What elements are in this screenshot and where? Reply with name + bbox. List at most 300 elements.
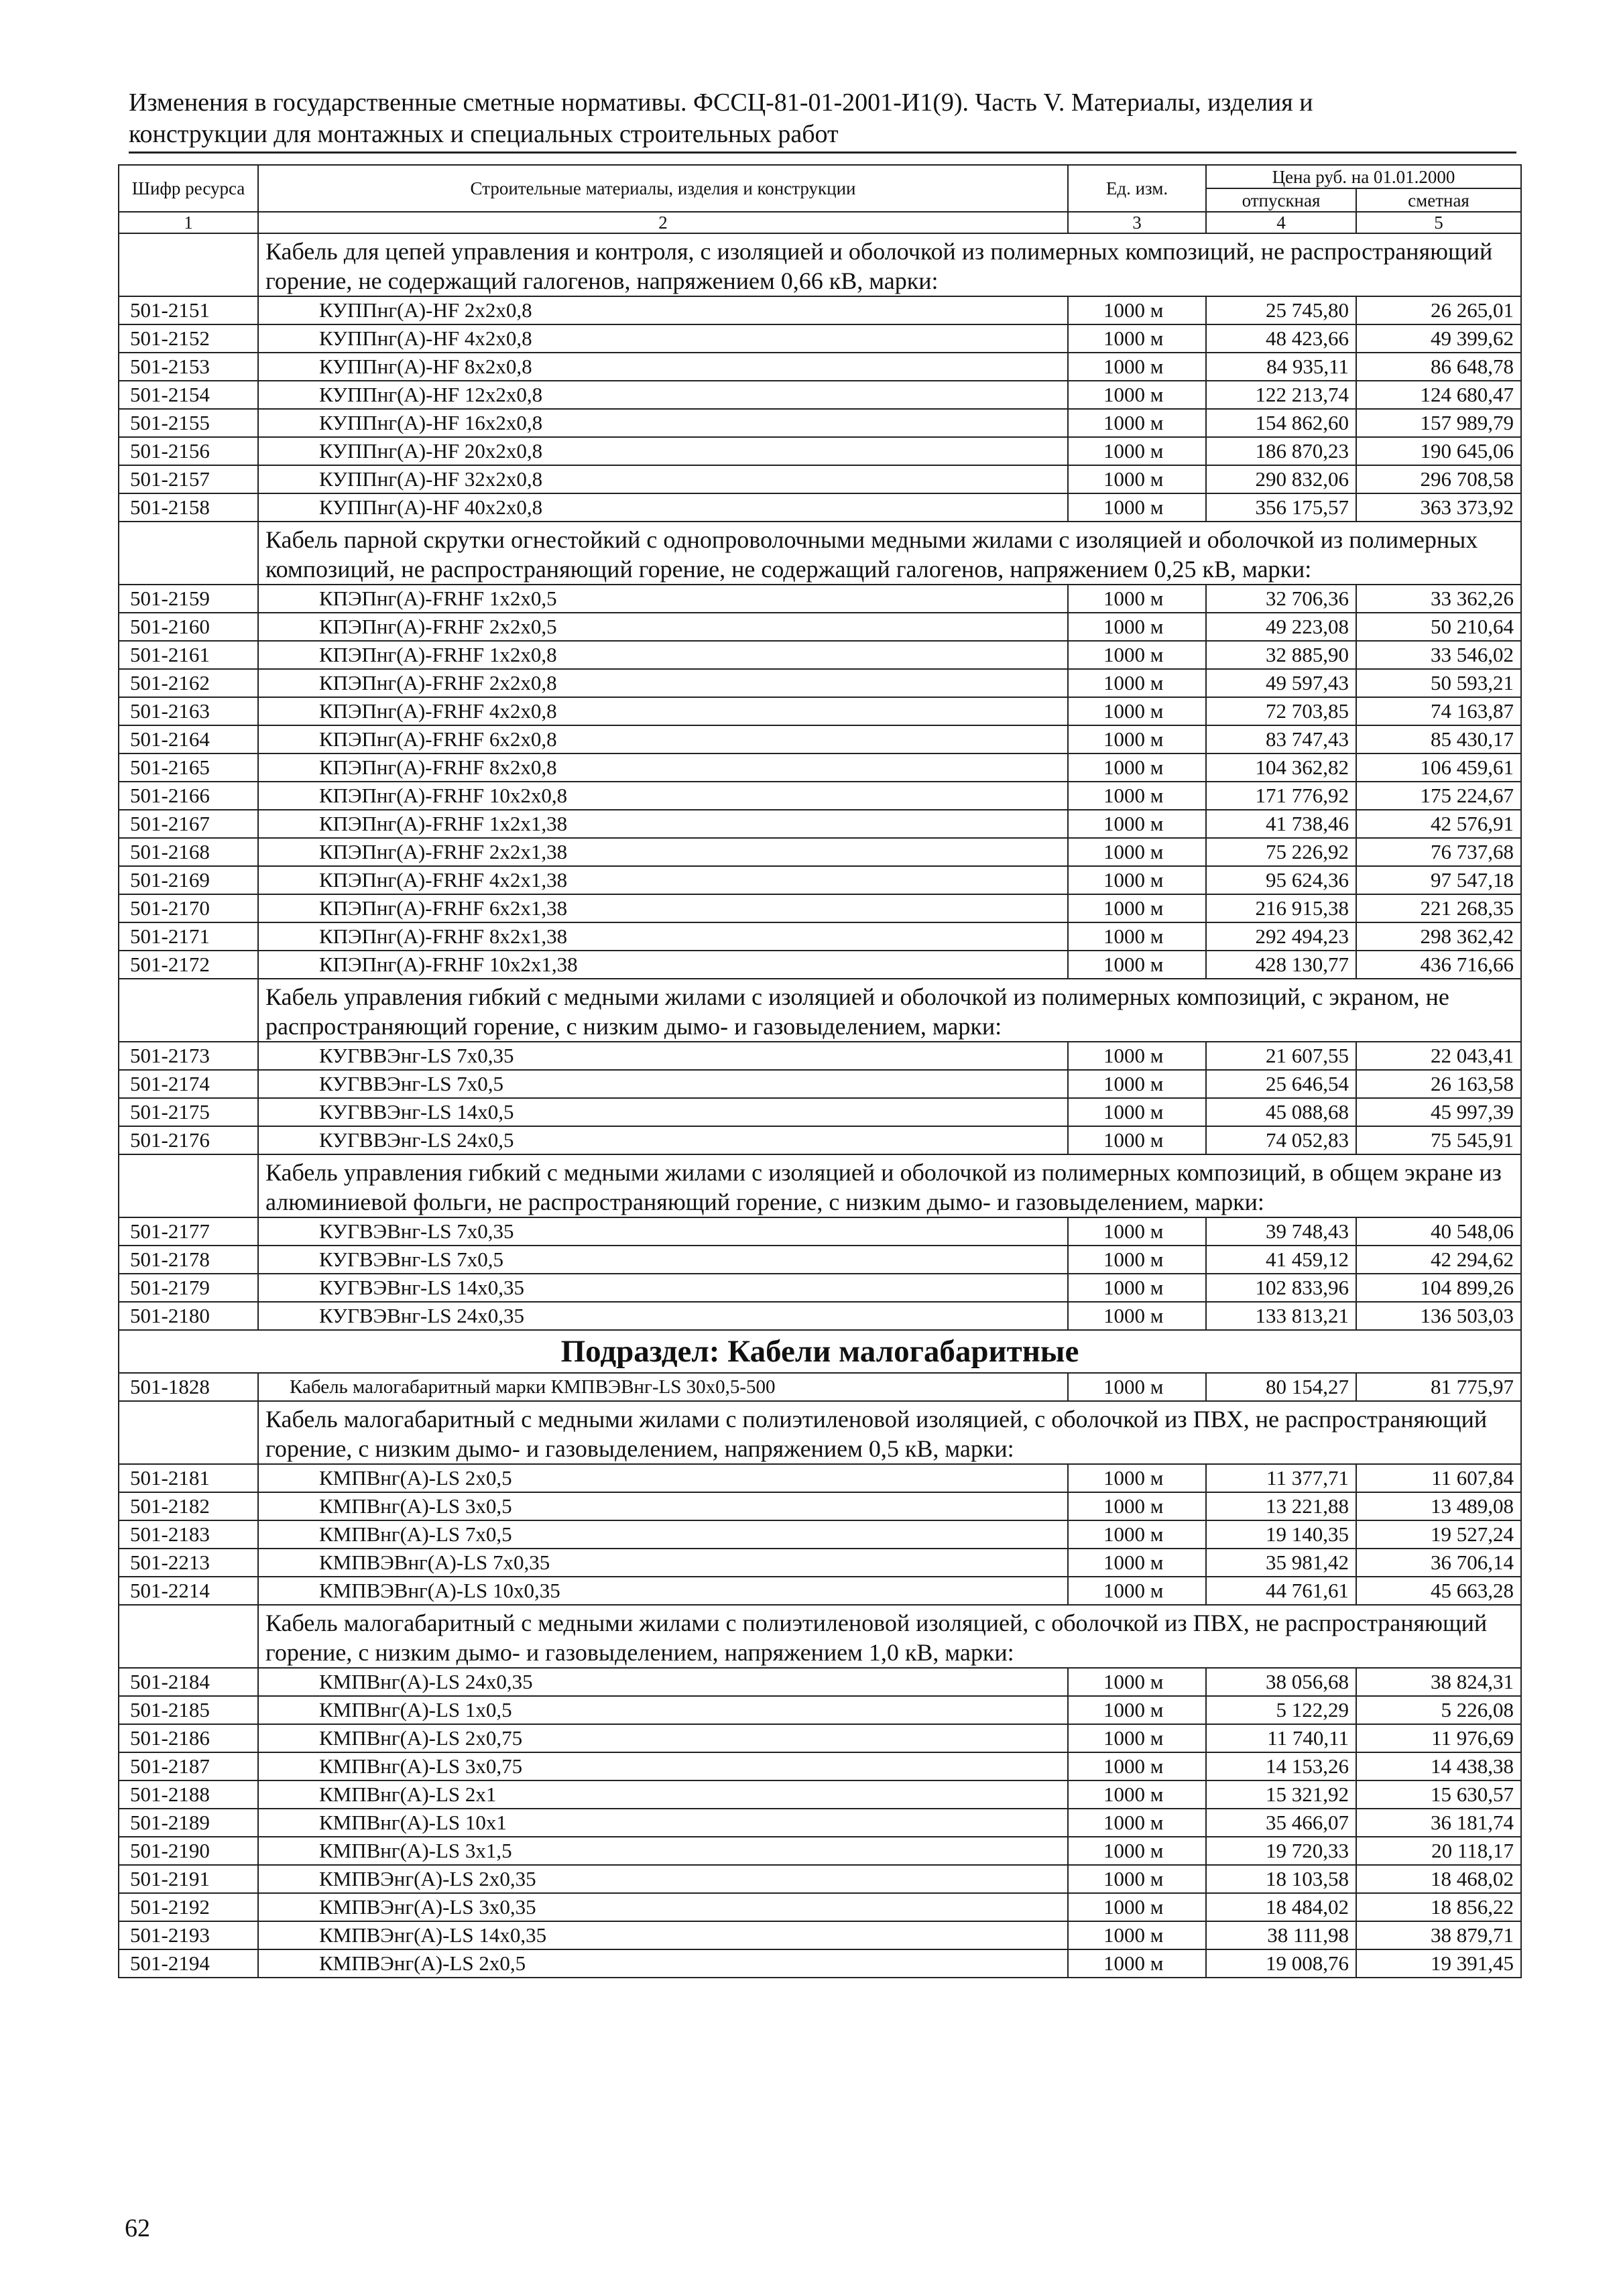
unit-of-measure: 1000 м (1068, 409, 1206, 437)
unit-of-measure: 1000 м (1068, 1577, 1206, 1605)
resource-code: 501-2179 (119, 1274, 258, 1302)
unit-of-measure: 1000 м (1068, 1520, 1206, 1549)
release-price: 356 175,57 (1206, 493, 1356, 522)
release-price: 18 103,58 (1206, 1865, 1356, 1893)
resource-code: 501-2180 (119, 1302, 258, 1330)
material-name: КПЭПнг(А)-FRHF 6х2х1,38 (258, 894, 1068, 922)
header-num-2: 2 (258, 212, 1068, 233)
group-row (119, 979, 1521, 1042)
table-row (119, 493, 1521, 522)
release-price: 171 776,92 (1206, 782, 1356, 810)
resource-code: 501-2156 (119, 437, 258, 465)
unit-of-measure: 1000 м (1068, 1809, 1206, 1837)
resource-code: 501-2157 (119, 465, 258, 493)
release-price: 35 981,42 (1206, 1549, 1356, 1577)
table-row (119, 1865, 1521, 1893)
material-name: КМПВЭВнг(А)-LS 7х0,35 (258, 1549, 1068, 1577)
header-code: Шифр ресурса (119, 165, 258, 212)
resource-code: 501-2170 (119, 894, 258, 922)
material-name: КМПВнг(А)-LS 10х1 (258, 1809, 1068, 1837)
release-price: 104 362,82 (1206, 753, 1356, 782)
estimate-price: 74 163,87 (1356, 697, 1521, 725)
estimate-price: 49 399,62 (1356, 324, 1521, 353)
material-name: КУГВВЭнг-LS 7х0,5 (258, 1070, 1068, 1098)
release-price: 74 052,83 (1206, 1126, 1356, 1154)
resource-code: 501-2161 (119, 641, 258, 669)
unit-of-measure: 1000 м (1068, 1752, 1206, 1780)
material-name: КУГВЭВнг-LS 7х0,5 (258, 1246, 1068, 1274)
table-header (119, 165, 1521, 233)
table-row (119, 381, 1521, 409)
unit-of-measure: 1000 м (1068, 894, 1206, 922)
material-name: КМПВнг(А)-LS 1х0,5 (258, 1696, 1068, 1724)
material-name: КМПВЭнг(А)-LS 2х0,5 (258, 1949, 1068, 1978)
release-price: 41 459,12 (1206, 1246, 1356, 1274)
resource-code: 501-2164 (119, 725, 258, 753)
estimate-price: 124 680,47 (1356, 381, 1521, 409)
material-name: КУГВВЭнг-LS 14х0,5 (258, 1098, 1068, 1126)
material-name: КМПВнг(А)-LS 3х0,75 (258, 1752, 1068, 1780)
table-row (119, 296, 1521, 324)
estimate-price: 85 430,17 (1356, 725, 1521, 753)
unit-of-measure: 1000 м (1068, 1492, 1206, 1520)
resource-code: 501-2172 (119, 951, 258, 979)
estimate-price: 5 226,08 (1356, 1696, 1521, 1724)
estimate-price: 40 548,06 (1356, 1217, 1521, 1246)
table-row (119, 922, 1521, 951)
table-row (119, 1302, 1521, 1330)
group-description: Кабель для цепей управления и контроля, с изоляцией и оболочкой из полимерных композиций, не распространяющий горение, не содержащий галогенов, напряжением 0,66 кВ, марки: (258, 233, 1521, 296)
release-price: 39 748,43 (1206, 1217, 1356, 1246)
table-row (119, 1549, 1521, 1577)
estimate-price: 38 824,31 (1356, 1668, 1521, 1696)
estimate-price: 13 489,08 (1356, 1492, 1521, 1520)
release-price: 186 870,23 (1206, 437, 1356, 465)
table-row (119, 1577, 1521, 1605)
table-row (119, 1752, 1521, 1780)
unit-of-measure: 1000 м (1068, 381, 1206, 409)
release-price: 11 377,71 (1206, 1464, 1356, 1492)
resource-code: 501-2169 (119, 866, 258, 894)
release-price: 11 740,11 (1206, 1724, 1356, 1752)
resource-code: 501-2152 (119, 324, 258, 353)
release-price: 48 423,66 (1206, 324, 1356, 353)
table-row (119, 613, 1521, 641)
unit-of-measure: 1000 м (1068, 324, 1206, 353)
resource-code: 501-2183 (119, 1520, 258, 1549)
release-price: 292 494,23 (1206, 922, 1356, 951)
release-price: 72 703,85 (1206, 697, 1356, 725)
material-name: КУППнг(А)-HF 16х2х0,8 (258, 409, 1068, 437)
group-description: Кабель малогабаритный с медными жилами с полиэтиленовой изоляцией, с оболочкой из ПВХ, не распространяющий горение, с низким дымо- и газовыделением, напряжением 0,5 кВ, марки: (258, 1401, 1521, 1464)
resource-code: 501-2173 (119, 1042, 258, 1070)
unit-of-measure: 1000 м (1068, 1780, 1206, 1809)
estimate-price: 76 737,68 (1356, 838, 1521, 866)
unit-of-measure: 1000 м (1068, 1893, 1206, 1921)
resource-code: 501-2167 (119, 810, 258, 838)
unit-of-measure: 1000 м (1068, 493, 1206, 522)
material-name: КПЭПнг(А)-FRHF 1х2х1,38 (258, 810, 1068, 838)
estimate-price: 298 362,42 (1356, 922, 1521, 951)
release-price: 83 747,43 (1206, 725, 1356, 753)
table-row (119, 465, 1521, 493)
estimate-price: 221 268,35 (1356, 894, 1521, 922)
unit-of-measure: 1000 м (1068, 1949, 1206, 1978)
resource-code: 501-2165 (119, 753, 258, 782)
release-price: 13 221,88 (1206, 1492, 1356, 1520)
price-table (118, 164, 1522, 1978)
release-price: 102 833,96 (1206, 1274, 1356, 1302)
resource-code: 501-2214 (119, 1577, 258, 1605)
release-price: 122 213,74 (1206, 381, 1356, 409)
material-name: КУППнг(А)-HF 2х2х0,8 (258, 296, 1068, 324)
estimate-price: 33 362,26 (1356, 585, 1521, 613)
unit-of-measure: 1000 м (1068, 669, 1206, 697)
release-price: 19 720,33 (1206, 1837, 1356, 1865)
unit-of-measure: 1000 м (1068, 1696, 1206, 1724)
release-price: 19 008,76 (1206, 1949, 1356, 1978)
material-name: КПЭПнг(А)-FRHF 2х2х0,8 (258, 669, 1068, 697)
estimate-price: 38 879,71 (1356, 1921, 1521, 1949)
release-price: 290 832,06 (1206, 465, 1356, 493)
table-row (119, 1098, 1521, 1126)
estimate-price: 18 856,22 (1356, 1893, 1521, 1921)
table-row (119, 753, 1521, 782)
unit-of-measure: 1000 м (1068, 1373, 1206, 1401)
resource-code: 501-2168 (119, 838, 258, 866)
release-price: 41 738,46 (1206, 810, 1356, 838)
table-row (119, 669, 1521, 697)
material-name: КМПВнг(А)-LS 3х1,5 (258, 1837, 1068, 1865)
unit-of-measure: 1000 м (1068, 1098, 1206, 1126)
release-price: 19 140,35 (1206, 1520, 1356, 1549)
resource-code: 501-2159 (119, 585, 258, 613)
release-price: 216 915,38 (1206, 894, 1356, 922)
material-name: КУГВЭВнг-LS 24х0,35 (258, 1302, 1068, 1330)
estimate-price: 81 775,97 (1356, 1373, 1521, 1401)
group-description: Кабель малогабаритный с медными жилами с полиэтиленовой изоляцией, с оболочкой из ПВХ, не распространяющий горение, с низким дымо- и газовыделением, напряжением 1,0 кВ, марки: (258, 1605, 1521, 1668)
header-line-2: конструкции для монтажных и специальных строительных работ (129, 120, 839, 148)
estimate-price: 175 224,67 (1356, 782, 1521, 810)
table-row (119, 1893, 1521, 1921)
estimate-price: 26 265,01 (1356, 296, 1521, 324)
unit-of-measure: 1000 м (1068, 1865, 1206, 1893)
unit-of-measure: 1000 м (1068, 697, 1206, 725)
table-row (119, 725, 1521, 753)
release-price: 44 761,61 (1206, 1577, 1356, 1605)
resource-code: 501-2162 (119, 669, 258, 697)
resource-code: 501-2191 (119, 1865, 258, 1893)
header-name: Строительные материалы, изделия и конструкции (258, 165, 1068, 212)
group-description: Кабель управления гибкий с медными жилами с изоляцией и оболочкой из полимерных композиций, в общем экране из алюминиевой фольги, не распространяющий горение, с низким дымо- и газовыделением, марки: (258, 1154, 1521, 1217)
material-name: КПЭПнг(А)-FRHF 6х2х0,8 (258, 725, 1068, 753)
material-name: КМПВЭВнг(А)-LS 10х0,35 (258, 1577, 1068, 1605)
header-unit: Ед. изм. (1068, 165, 1206, 212)
material-name: КПЭПнг(А)-FRHF 8х2х1,38 (258, 922, 1068, 951)
estimate-price: 45 663,28 (1356, 1577, 1521, 1605)
unit-of-measure: 1000 м (1068, 1246, 1206, 1274)
resource-code: 501-2155 (119, 409, 258, 437)
material-name: КПЭПнг(А)-FRHF 4х2х1,38 (258, 866, 1068, 894)
unit-of-measure: 1000 м (1068, 951, 1206, 979)
resource-code: 501-2154 (119, 381, 258, 409)
unit-of-measure: 1000 м (1068, 585, 1206, 613)
release-price: 25 646,54 (1206, 1070, 1356, 1098)
table-body (119, 233, 1521, 1978)
header-line-1: Изменения в государственные сметные нормативы. ФССЦ-81-01-2001-И1(9). Часть V. Материалы, изделия и (129, 88, 1313, 117)
table-row (119, 1217, 1521, 1246)
group-code-cell (119, 1401, 258, 1464)
estimate-price: 15 630,57 (1356, 1780, 1521, 1809)
resource-code: 501-2171 (119, 922, 258, 951)
estimate-price: 11 607,84 (1356, 1464, 1521, 1492)
material-name: КПЭПнг(А)-FRHF 10х2х1,38 (258, 951, 1068, 979)
group-code-cell (119, 979, 258, 1042)
material-name: КПЭПнг(А)-FRHF 8х2х0,8 (258, 753, 1068, 782)
resource-code: 501-2174 (119, 1070, 258, 1098)
unit-of-measure: 1000 м (1068, 1126, 1206, 1154)
table-row (119, 409, 1521, 437)
resource-code: 501-2182 (119, 1492, 258, 1520)
header-estimate: сметная (1356, 188, 1521, 212)
material-name: КМПВнг(А)-LS 7х0,5 (258, 1520, 1068, 1549)
page-header (129, 87, 1516, 154)
material-name: КУППнг(А)-HF 4х2х0,8 (258, 324, 1068, 353)
page-number: 62 (125, 2214, 150, 2242)
table-row (119, 1724, 1521, 1752)
estimate-price: 26 163,58 (1356, 1070, 1521, 1098)
resource-code: 501-2178 (119, 1246, 258, 1274)
unit-of-measure: 1000 м (1068, 1724, 1206, 1752)
material-name: КУГВЭВнг-LS 7х0,35 (258, 1217, 1068, 1246)
resource-code: 501-2160 (119, 613, 258, 641)
table-row (119, 1126, 1521, 1154)
estimate-price: 42 576,91 (1356, 810, 1521, 838)
material-name: КПЭПнг(А)-FRHF 4х2х0,8 (258, 697, 1068, 725)
unit-of-measure: 1000 м (1068, 641, 1206, 669)
release-price: 75 226,92 (1206, 838, 1356, 866)
resource-code: 501-2166 (119, 782, 258, 810)
estimate-price: 363 373,92 (1356, 493, 1521, 522)
estimate-price: 97 547,18 (1356, 866, 1521, 894)
unit-of-measure: 1000 м (1068, 838, 1206, 866)
header-num-3: 3 (1068, 212, 1206, 233)
estimate-price: 22 043,41 (1356, 1042, 1521, 1070)
estimate-price: 436 716,66 (1356, 951, 1521, 979)
table-row (119, 838, 1521, 866)
resource-code: 501-2187 (119, 1752, 258, 1780)
resource-code: 501-2185 (119, 1696, 258, 1724)
release-price: 5 122,29 (1206, 1696, 1356, 1724)
release-price: 35 466,07 (1206, 1809, 1356, 1837)
resource-code: 501-2186 (119, 1724, 258, 1752)
group-row (119, 1605, 1521, 1668)
table-row (119, 1809, 1521, 1837)
table-row (119, 1921, 1521, 1949)
unit-of-measure: 1000 м (1068, 1217, 1206, 1246)
table-row (119, 1492, 1521, 1520)
resource-code: 501-2188 (119, 1780, 258, 1809)
resource-code: 501-2175 (119, 1098, 258, 1126)
resource-code: 501-2192 (119, 1893, 258, 1921)
estimate-price: 36 706,14 (1356, 1549, 1521, 1577)
table-row (119, 866, 1521, 894)
unit-of-measure: 1000 м (1068, 1549, 1206, 1577)
unit-of-measure: 1000 м (1068, 1274, 1206, 1302)
material-name: КМПВЭнг(А)-LS 3х0,35 (258, 1893, 1068, 1921)
group-description: Кабель парной скрутки огнестойкий с однопроволочными медными жилами с изоляцией и оболочкой из полимерных композиций, не распространяющий горение, не содержащий галогенов, напряжением 0,25 кВ, марки: (258, 522, 1521, 585)
material-name: КПЭПнг(А)-FRHF 2х2х1,38 (258, 838, 1068, 866)
resource-code: 501-2163 (119, 697, 258, 725)
header-num-5: 5 (1356, 212, 1521, 233)
estimate-price: 19 527,24 (1356, 1520, 1521, 1549)
material-name: КМПВнг(А)-LS 2х1 (258, 1780, 1068, 1809)
group-code-cell (119, 1605, 258, 1668)
unit-of-measure: 1000 м (1068, 866, 1206, 894)
estimate-price: 106 459,61 (1356, 753, 1521, 782)
material-name: КУГВВЭнг-LS 24х0,5 (258, 1126, 1068, 1154)
estimate-price: 50 593,21 (1356, 669, 1521, 697)
estimate-price: 11 976,69 (1356, 1724, 1521, 1752)
material-name: КУППнг(А)-HF 20х2х0,8 (258, 437, 1068, 465)
group-row (119, 1401, 1521, 1464)
material-name: КМПВнг(А)-LS 24х0,35 (258, 1668, 1068, 1696)
header-release: отпускная (1206, 188, 1356, 212)
material-name: КУГВВЭнг-LS 7х0,35 (258, 1042, 1068, 1070)
estimate-price: 136 503,03 (1356, 1302, 1521, 1330)
release-price: 49 597,43 (1206, 669, 1356, 697)
table-row (119, 1464, 1521, 1492)
table-row (119, 641, 1521, 669)
group-code-cell (119, 1154, 258, 1217)
material-name: КПЭПнг(А)-FRHF 10х2х0,8 (258, 782, 1068, 810)
material-name: КМПВнг(А)-LS 3х0,5 (258, 1492, 1068, 1520)
release-price: 15 321,92 (1206, 1780, 1356, 1809)
estimate-price: 190 645,06 (1356, 437, 1521, 465)
unit-of-measure: 1000 м (1068, 1302, 1206, 1330)
table-row (119, 324, 1521, 353)
release-price: 25 745,80 (1206, 296, 1356, 324)
release-price: 133 813,21 (1206, 1302, 1356, 1330)
release-price: 32 885,90 (1206, 641, 1356, 669)
estimate-price: 50 210,64 (1356, 613, 1521, 641)
release-price: 428 130,77 (1206, 951, 1356, 979)
table-row (119, 437, 1521, 465)
estimate-price: 42 294,62 (1356, 1246, 1521, 1274)
group-row (119, 1154, 1521, 1217)
material-name: КМПВЭнг(А)-LS 2х0,35 (258, 1865, 1068, 1893)
unit-of-measure: 1000 м (1068, 465, 1206, 493)
table-row (119, 1520, 1521, 1549)
table-row (119, 782, 1521, 810)
estimate-price: 45 997,39 (1356, 1098, 1521, 1126)
unit-of-measure: 1000 м (1068, 353, 1206, 381)
table-row (119, 585, 1521, 613)
table-row (119, 951, 1521, 979)
table-row (119, 353, 1521, 381)
material-name: КУППнг(А)-HF 8х2х0,8 (258, 353, 1068, 381)
unit-of-measure: 1000 м (1068, 1668, 1206, 1696)
table-row (119, 1373, 1521, 1401)
material-name: КМПВнг(А)-LS 2х0,5 (258, 1464, 1068, 1492)
release-price: 45 088,68 (1206, 1098, 1356, 1126)
estimate-price: 14 438,38 (1356, 1752, 1521, 1780)
estimate-price: 19 391,45 (1356, 1949, 1521, 1978)
table-row (119, 1274, 1521, 1302)
estimate-price: 36 181,74 (1356, 1809, 1521, 1837)
resource-code: 501-2193 (119, 1921, 258, 1949)
unit-of-measure: 1000 м (1068, 1921, 1206, 1949)
table-row (119, 1949, 1521, 1978)
resource-code: 501-2151 (119, 296, 258, 324)
material-name: КУППнг(А)-HF 32х2х0,8 (258, 465, 1068, 493)
resource-code: 501-2189 (119, 1809, 258, 1837)
release-price: 21 607,55 (1206, 1042, 1356, 1070)
unit-of-measure: 1000 м (1068, 922, 1206, 951)
unit-of-measure: 1000 м (1068, 782, 1206, 810)
estimate-price: 20 118,17 (1356, 1837, 1521, 1865)
resource-code: 501-2181 (119, 1464, 258, 1492)
table-row (119, 697, 1521, 725)
table-row (119, 810, 1521, 838)
release-price: 80 154,27 (1206, 1373, 1356, 1401)
unit-of-measure: 1000 м (1068, 810, 1206, 838)
release-price: 18 484,02 (1206, 1893, 1356, 1921)
material-name: КПЭПнг(А)-FRHF 1х2х0,5 (258, 585, 1068, 613)
material-name: КУППнг(А)-HF 12х2х0,8 (258, 381, 1068, 409)
resource-code: 501-2177 (119, 1217, 258, 1246)
estimate-price: 104 899,26 (1356, 1274, 1521, 1302)
unit-of-measure: 1000 м (1068, 725, 1206, 753)
table-row (119, 1246, 1521, 1274)
resource-code: 501-2194 (119, 1949, 258, 1978)
group-code-cell (119, 522, 258, 585)
unit-of-measure: 1000 м (1068, 1837, 1206, 1865)
material-name: КМПВЭнг(А)-LS 14х0,35 (258, 1921, 1068, 1949)
estimate-price: 18 468,02 (1356, 1865, 1521, 1893)
resource-code: 501-2213 (119, 1549, 258, 1577)
material-name: КМПВнг(А)-LS 2х0,75 (258, 1724, 1068, 1752)
resource-code: 501-2153 (119, 353, 258, 381)
resource-code: 501-2176 (119, 1126, 258, 1154)
subsection-title: Подраздел: Кабели малогабаритные (119, 1330, 1521, 1373)
resource-code: 501-2190 (119, 1837, 258, 1865)
group-row (119, 522, 1521, 585)
estimate-price: 157 989,79 (1356, 409, 1521, 437)
group-description: Кабель управления гибкий с медными жилами с изоляцией и оболочкой из полимерных композиций, с экраном, не распространяющий горение, с низким дымо- и газовыделением, марки: (258, 979, 1521, 1042)
release-price: 38 056,68 (1206, 1668, 1356, 1696)
unit-of-measure: 1000 м (1068, 1464, 1206, 1492)
unit-of-measure: 1000 м (1068, 437, 1206, 465)
group-code-cell (119, 233, 258, 296)
header-price: Цена руб. на 01.01.2000 (1206, 165, 1521, 188)
release-price: 49 223,08 (1206, 613, 1356, 641)
estimate-price: 86 648,78 (1356, 353, 1521, 381)
release-price: 154 862,60 (1206, 409, 1356, 437)
material-name: КУГВЭВнг-LS 14х0,35 (258, 1274, 1068, 1302)
resource-code: 501-2158 (119, 493, 258, 522)
unit-of-measure: 1000 м (1068, 1042, 1206, 1070)
table-row (119, 1042, 1521, 1070)
table-row (119, 1780, 1521, 1809)
group-row (119, 233, 1521, 296)
header-num-1: 1 (119, 212, 258, 233)
release-price: 32 706,36 (1206, 585, 1356, 613)
material-name: КПЭПнг(А)-FRHF 1х2х0,8 (258, 641, 1068, 669)
unit-of-measure: 1000 м (1068, 1070, 1206, 1098)
estimate-price: 33 546,02 (1356, 641, 1521, 669)
unit-of-measure: 1000 м (1068, 753, 1206, 782)
